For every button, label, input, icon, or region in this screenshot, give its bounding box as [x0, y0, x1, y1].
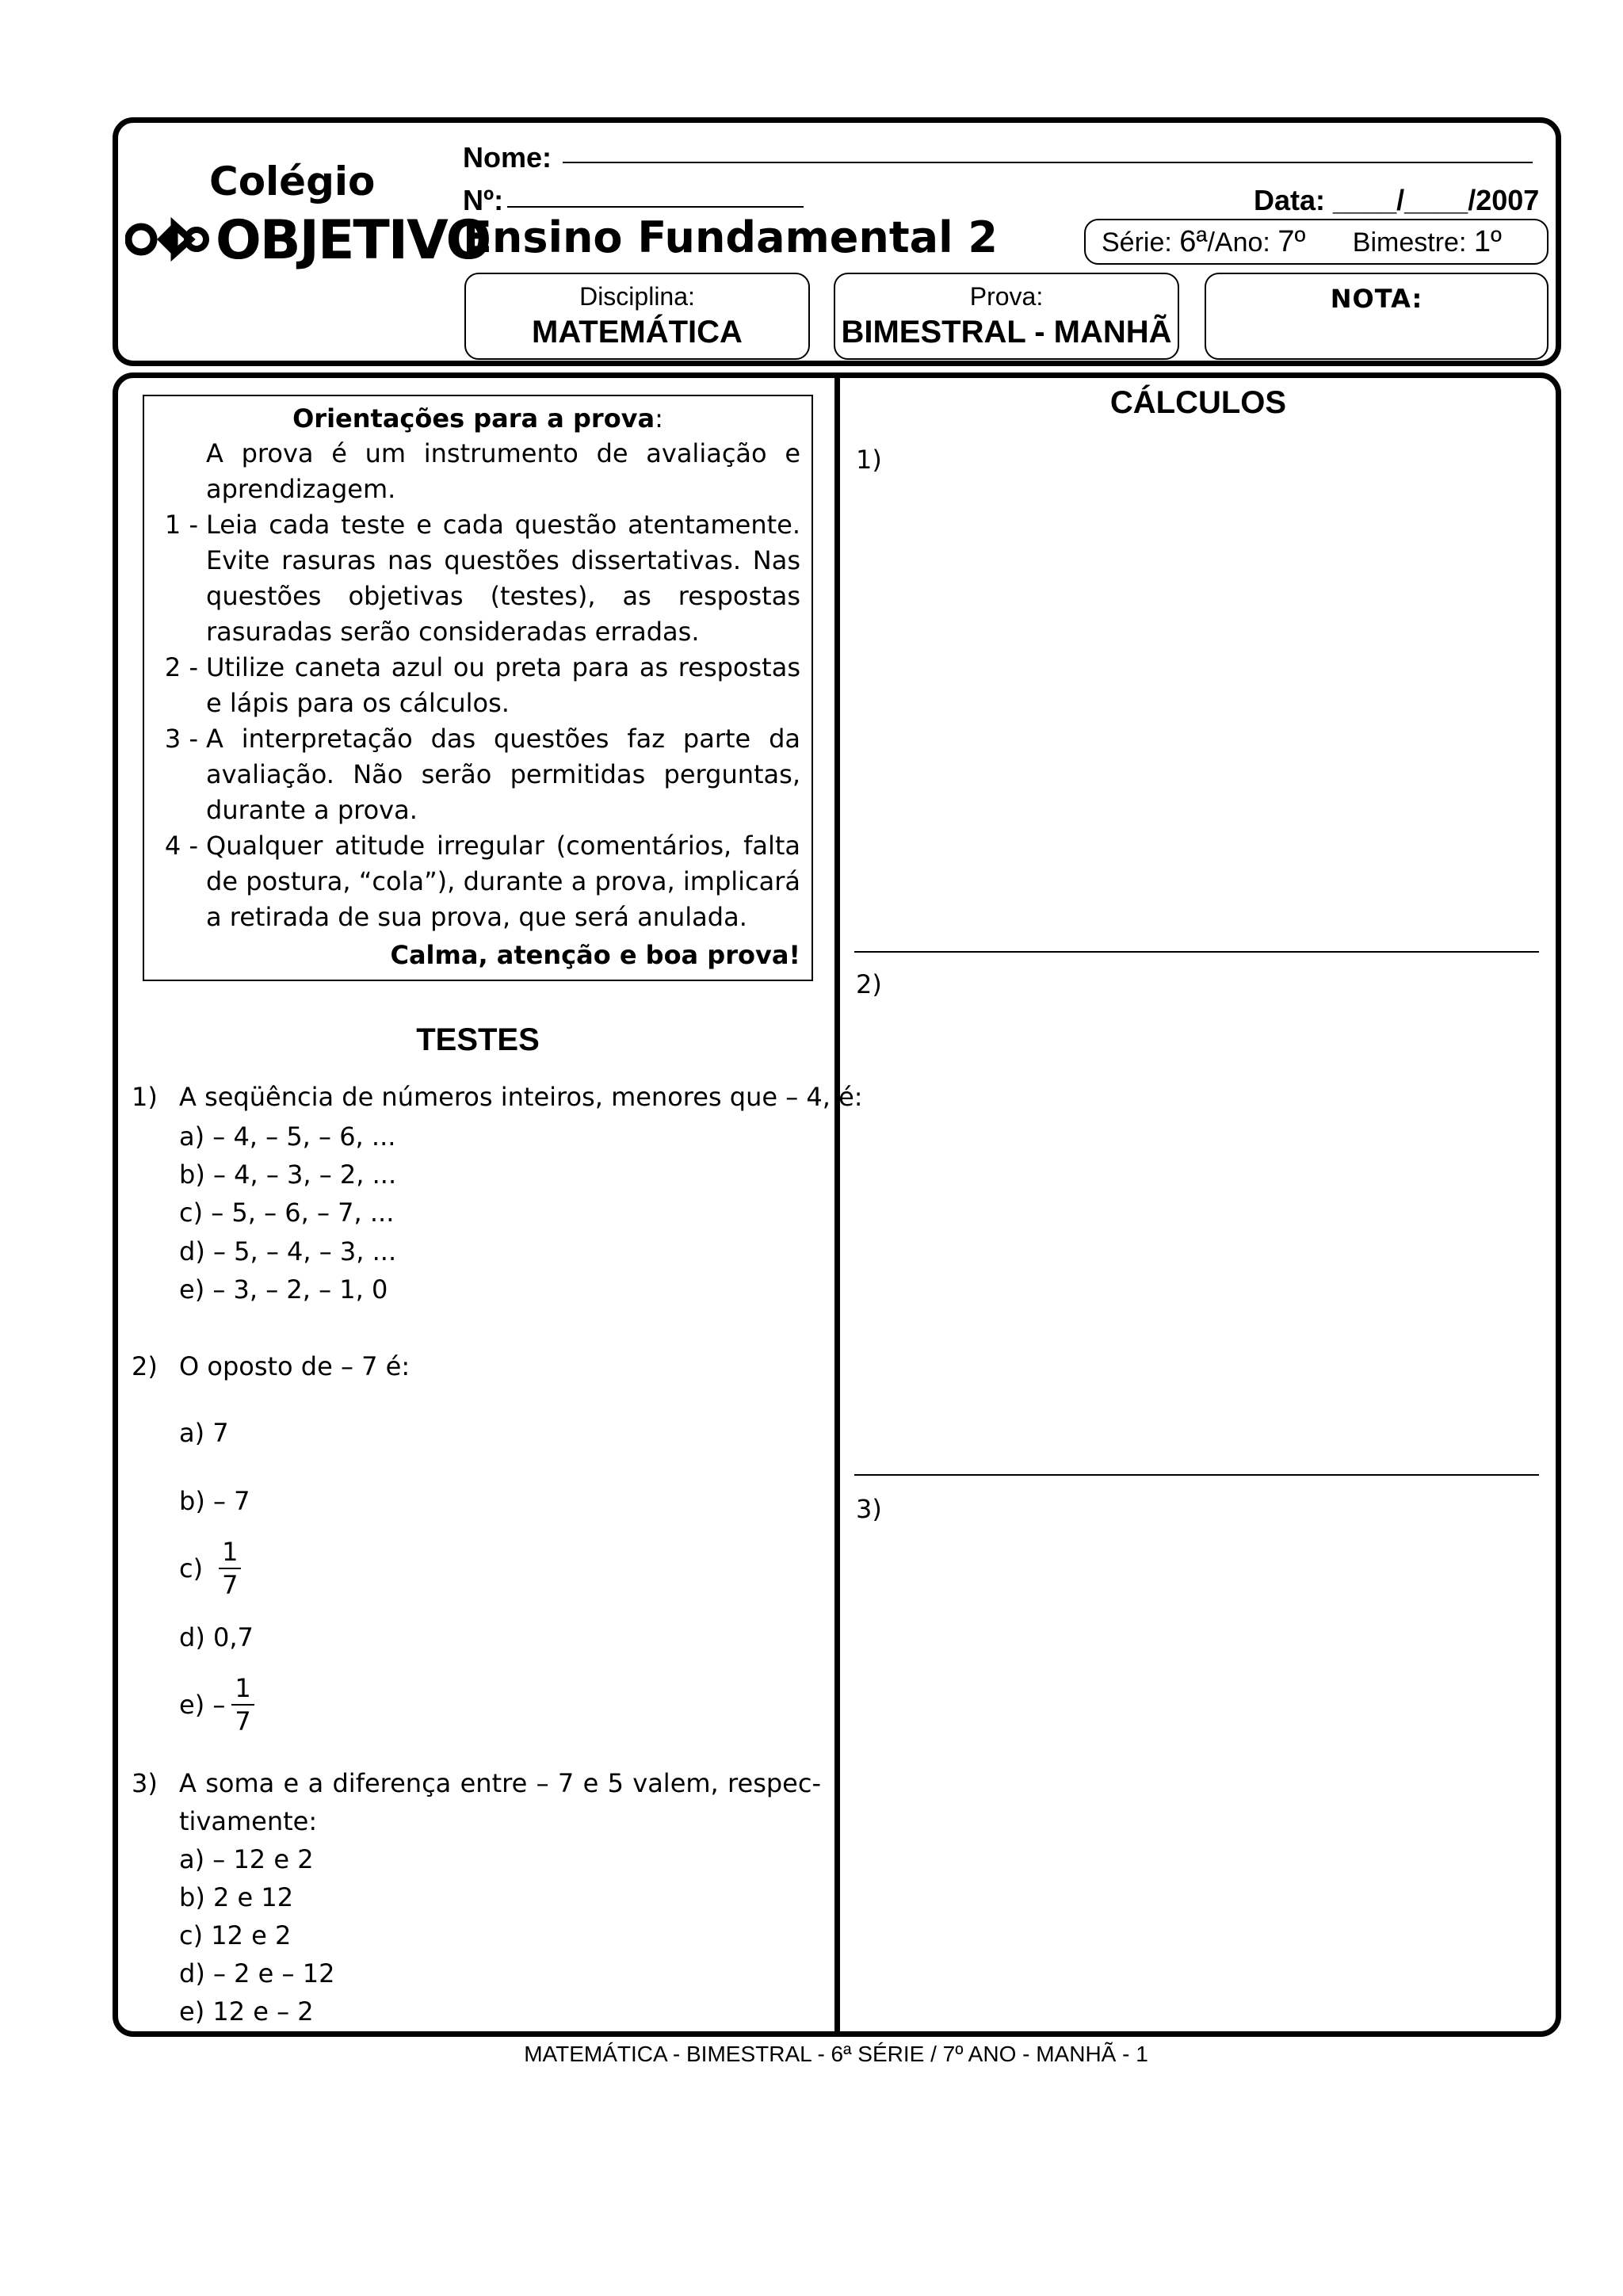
q1-text: A seqüência de números inteiros, menores que – 4, é:	[179, 1082, 863, 1112]
orientacoes-title-colon: :	[655, 403, 663, 434]
calculo-divider	[854, 1474, 1539, 1476]
serie-label: Série:	[1102, 227, 1172, 258]
orientacoes-intro: A prova é um instrumento de avaliação e aprendizagem.	[206, 438, 800, 504]
calculo-label-3: 3)	[856, 1494, 882, 1524]
orientacoes-item	[144, 650, 800, 721]
ano-label: /Ano:	[1207, 227, 1270, 258]
q3-text-line1: A soma e a diferença entre – 7 e 5 valem, respec-	[179, 1768, 821, 1798]
q1-option: e) – 3, – 2, – 1, 0	[179, 1274, 388, 1305]
bimestre-value: 1º	[1473, 225, 1502, 258]
q2-option-e	[179, 1672, 254, 1737]
fraction-denominator: 7	[222, 1570, 239, 1600]
q3-number: 3)	[132, 1768, 158, 1798]
q1-option: d) – 5, – 4, – 3, ...	[179, 1236, 397, 1266]
q1-option: a) – 4, – 5, – 6, ...	[179, 1121, 396, 1152]
fraction-numerator: 1	[219, 1536, 241, 1569]
prova-box	[834, 273, 1179, 360]
nome-line	[563, 162, 1533, 163]
q2-text: O oposto de – 7 é:	[179, 1351, 411, 1381]
orientacoes-item-text: Leia cada teste e cada questão atentamente. Evite rasuras nas questões dissertativas. Nas questões objetivas (testes), as respostas rasuradas serão consideradas erradas.	[206, 510, 800, 647]
q2-option-b: b) – 7	[179, 1486, 250, 1516]
orientacoes-item-text: A interpretação das questões faz parte da avaliação. Não serão permitidas perguntas, durante a prova.	[206, 724, 800, 825]
orientacoes-box	[143, 395, 813, 981]
orientacoes-item-text: Qualquer atitude irregular (comentários, falta de postura, “cola”), durante a prova, implicará a retirada de sua prova, que será anulada.	[206, 831, 800, 932]
disciplina-box	[464, 273, 810, 360]
q3-option: e) 12 e – 2	[179, 1996, 314, 2027]
logo-objetivo-text: OBJETIVO	[216, 209, 491, 272]
nota-box	[1205, 273, 1549, 360]
calculos-title: CÁLCULOS	[1109, 385, 1287, 420]
bimestre-label: Bimestre:	[1352, 227, 1467, 258]
column-divider	[834, 376, 840, 2034]
q2-option-e-label: e) –	[179, 1690, 226, 1720]
disciplina-label: Disciplina:	[579, 282, 695, 311]
orientacoes-item-text: Utilize caneta azul ou preta para as respostas e lápis para os cálculos.	[206, 652, 800, 718]
testes-title: TESTES	[416, 1022, 540, 1057]
q2-option-d: d) 0,7	[179, 1622, 254, 1652]
q2-option-c-label: c)	[179, 1553, 204, 1584]
q2-number: 2)	[132, 1351, 158, 1381]
orientacoes-title	[144, 401, 812, 436]
numero-label: Nº:	[463, 184, 504, 216]
q3-option: c) 12 e 2	[179, 1920, 292, 1950]
q2-option-c	[179, 1536, 241, 1601]
serie-value: 6ª	[1179, 225, 1208, 258]
fraction-numerator: 1	[231, 1672, 254, 1706]
disciplina-value: MATEMÁTICA	[532, 315, 743, 350]
q2-option-c-fraction	[219, 1536, 241, 1601]
objetivo-logo-icon	[125, 216, 212, 263]
q3-option: d) – 2 e – 12	[179, 1958, 335, 1988]
q3-text-line2: tivamente:	[179, 1806, 318, 1836]
orientacoes-item	[144, 828, 800, 935]
prova-label: Prova:	[969, 282, 1044, 311]
calculo-label-1: 1)	[856, 445, 882, 475]
page-footer: MATEMÁTICA - BIMESTRAL - 6ª SÉRIE / 7º ANO - MANHÃ - 1	[524, 2042, 1148, 2066]
q1-option: b) – 4, – 3, – 2, ...	[179, 1159, 397, 1190]
orientacoes-title-text: Orientações para a prova	[292, 403, 655, 434]
q1-option: c) – 5, – 6, – 7, ...	[179, 1198, 395, 1228]
q2-option-e-fraction	[231, 1672, 254, 1737]
ano-value: 7º	[1277, 225, 1306, 258]
orientacoes-item	[144, 507, 800, 650]
calculo-divider	[854, 951, 1539, 953]
orientacoes-item	[144, 721, 800, 828]
nome-label: Nome:	[463, 141, 552, 174]
orientacoes-closing: Calma, atenção e boa prova!	[390, 940, 800, 970]
orientacoes-item-num: 4 -	[164, 831, 198, 861]
q3-option: b) 2 e 12	[179, 1882, 294, 1912]
orientacoes-item-num: 3 -	[164, 724, 198, 754]
level-title: Ensino Fundamental 2	[463, 212, 998, 262]
data-label: Data: ____/____/2007	[1254, 184, 1540, 216]
orientacoes-item-num: 1 -	[164, 510, 198, 540]
fraction-denominator: 7	[235, 1706, 251, 1736]
logo-colegio-text: Colégio	[209, 159, 376, 204]
q2-option-a: a) 7	[179, 1418, 229, 1448]
q1-number: 1)	[132, 1082, 158, 1112]
orientacoes-item-num: 2 -	[164, 652, 198, 682]
numero-line	[507, 206, 804, 208]
q3-option: a) – 12 e 2	[179, 1844, 314, 1874]
prova-value: BIMESTRAL - MANHÃ	[841, 315, 1172, 350]
calculo-label-2: 2)	[856, 969, 882, 999]
nota-label: NOTA:	[1330, 284, 1423, 314]
serie-box	[1084, 219, 1549, 265]
